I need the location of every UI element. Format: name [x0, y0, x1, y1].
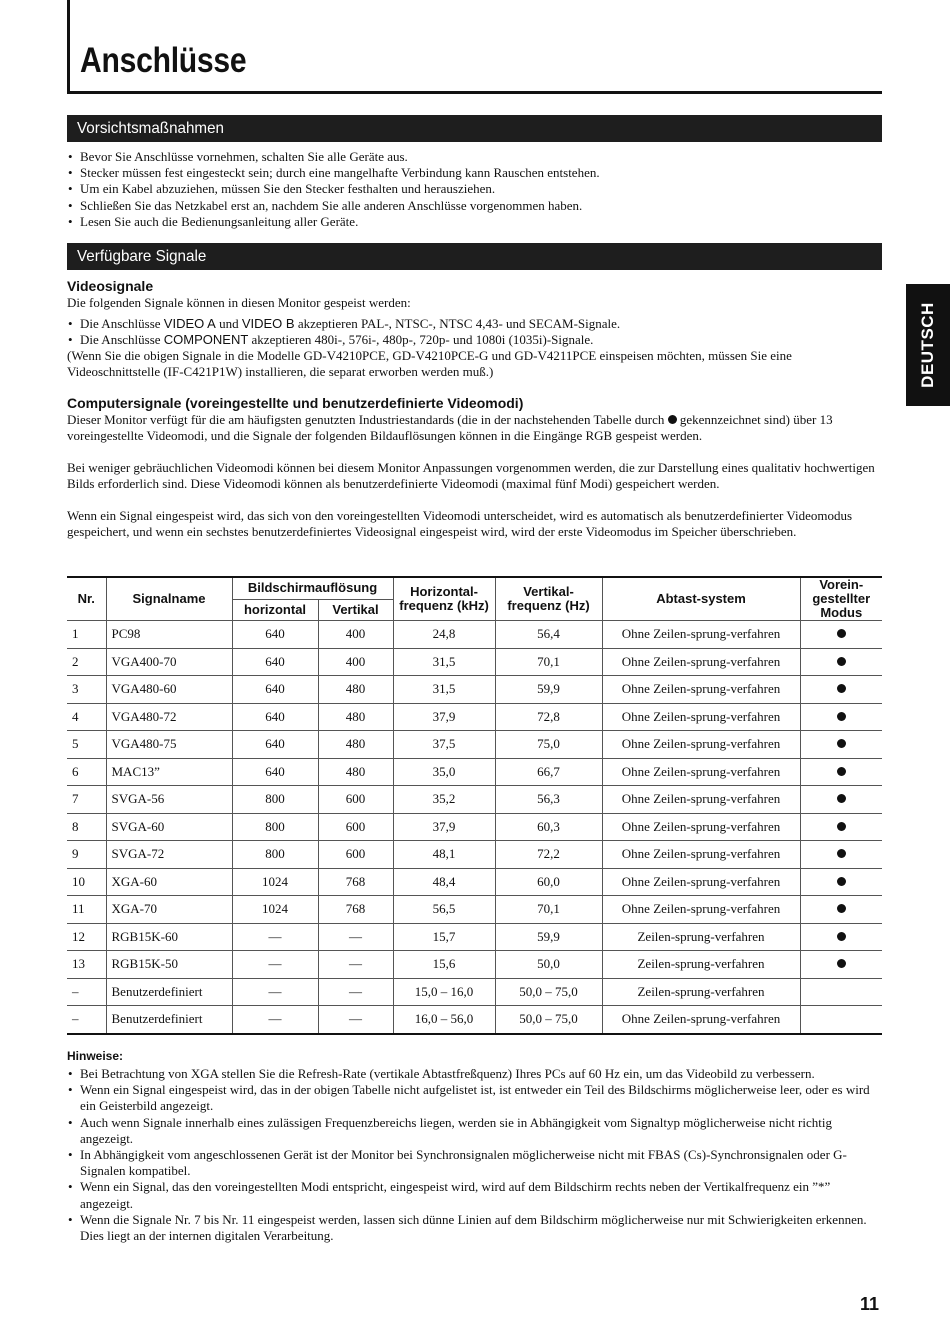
cell-hfreq: 37,5	[393, 731, 495, 759]
cell-vfreq: 70,1	[495, 896, 602, 924]
cell-scan: Ohne Zeilen-sprung-verfahren	[602, 813, 800, 841]
table-row	[67, 786, 882, 814]
cell-preset	[800, 621, 882, 649]
cell-horizontal: 640	[232, 676, 318, 704]
cell-vertical: 480	[318, 676, 393, 704]
cell-horizontal: —	[232, 978, 318, 1006]
cell-vfreq: 56,4	[495, 621, 602, 649]
table-row	[67, 951, 882, 979]
cell-signal-name: PC98	[106, 621, 232, 649]
cell-scan: Ohne Zeilen-sprung-verfahren	[602, 868, 800, 896]
cell-hfreq: 15,0 – 16,0	[393, 978, 495, 1006]
cell-vertical: 768	[318, 868, 393, 896]
cell-vertical: 600	[318, 841, 393, 869]
list-item: • Wenn ein Signal, das den voreingestellten Modi entspricht, eingespeist wird, wird auf dem Bildschirm rechts neben der Vertikalfrequenz ein ”*” angezeigt.	[67, 1179, 882, 1211]
cell-signal-name: SVGA-72	[106, 841, 232, 869]
cell-hfreq: 35,0	[393, 758, 495, 786]
preset-dot-icon	[837, 932, 846, 941]
cell-signal-name: VGA480-75	[106, 731, 232, 759]
cell-vfreq: 66,7	[495, 758, 602, 786]
list-item: • Bevor Sie Anschlüsse vornehmen, schalten Sie alle Geräte aus.	[67, 149, 882, 165]
cell-preset	[800, 951, 882, 979]
cell-signal-name: RGB15K-50	[106, 951, 232, 979]
subheading-video-signals: Videosignale	[67, 278, 154, 294]
precautions-list	[67, 149, 882, 230]
table-row	[67, 813, 882, 841]
cell-hfreq: 16,0 – 56,0	[393, 1006, 495, 1034]
language-tab-label: DEUTSCH	[918, 302, 937, 388]
signal-table	[67, 576, 882, 1035]
cell-scan: Ohne Zeilen-sprung-verfahren	[602, 731, 800, 759]
cell-vfreq: 60,3	[495, 813, 602, 841]
notes-list	[67, 1066, 882, 1244]
cell-scan: Ohne Zeilen-sprung-verfahren	[602, 896, 800, 924]
cell-preset	[800, 896, 882, 924]
cell-hfreq: 31,5	[393, 676, 495, 704]
cell-vertical: 600	[318, 786, 393, 814]
cell-hfreq: 48,4	[393, 868, 495, 896]
computer-para-3: Wenn ein Signal eingespeist wird, das sich von den voreingestellten Videomodi unterscheidet, wird es automatisch als benutzerdefinierter Videomodus gespeichert, und wenn ein sechstes benutzerdefiniertes Videosignal eingespeist wird, wird der erste Videomodus im Speicher überschrieben.	[67, 508, 853, 540]
table-row	[67, 868, 882, 896]
cell-scan: Ohne Zeilen-sprung-verfahren	[602, 703, 800, 731]
preset-dot-icon	[837, 712, 846, 721]
preset-dot-icon	[837, 822, 846, 831]
list-item: • Um ein Kabel abzuziehen, müssen Sie den Stecker festhalten und herausziehen.	[67, 181, 882, 197]
cell-nr: –	[67, 978, 106, 1006]
preset-dot-icon	[837, 684, 846, 693]
cell-preset	[800, 648, 882, 676]
video-list	[67, 316, 882, 348]
cell-horizontal: 640	[232, 648, 318, 676]
cell-scan: Zeilen-sprung-verfahren	[602, 951, 800, 979]
cell-horizontal: 640	[232, 758, 318, 786]
title-frame-underline	[67, 91, 882, 94]
table-row	[67, 978, 882, 1006]
cell-signal-name: RGB15K-60	[106, 923, 232, 951]
list-item: • Stecker müssen fest eingesteckt sein; durch eine mangelhafte Verbindung kann Rauschen entstehen.	[67, 165, 882, 181]
cell-vertical: —	[318, 951, 393, 979]
header-horizontal: horizontal	[232, 599, 318, 621]
preset-dot-icon	[837, 739, 846, 748]
cell-nr: 5	[67, 731, 106, 759]
cell-vfreq: 56,3	[495, 786, 602, 814]
header-nr: Nr.	[67, 577, 106, 621]
cell-vfreq: 50,0 – 75,0	[495, 978, 602, 1006]
cell-hfreq: 31,5	[393, 648, 495, 676]
preset-dot-icon	[837, 794, 846, 803]
cell-hfreq: 48,1	[393, 841, 495, 869]
cell-hfreq: 24,8	[393, 621, 495, 649]
cell-nr: 11	[67, 896, 106, 924]
cell-vfreq: 75,0	[495, 731, 602, 759]
cell-horizontal: 800	[232, 786, 318, 814]
cell-signal-name: VGA480-72	[106, 703, 232, 731]
cell-preset	[800, 758, 882, 786]
cell-signal-name: XGA-70	[106, 896, 232, 924]
table-row	[67, 1006, 882, 1034]
preset-dot-icon	[837, 877, 846, 886]
list-item: • In Abhängigkeit vom angeschlossenen Gerät ist der Monitor bei Synchronsignalen möglicherweise nicht mit FBAS (Cs)-Synchronsignalen oder G-Signalen kompatibel.	[67, 1147, 882, 1179]
cell-signal-name: MAC13”	[106, 758, 232, 786]
cell-vertical: —	[318, 978, 393, 1006]
cell-horizontal: —	[232, 951, 318, 979]
cell-horizontal: 640	[232, 703, 318, 731]
cell-vertical: 480	[318, 731, 393, 759]
cell-hfreq: 37,9	[393, 703, 495, 731]
list-item: • Wenn ein Signal eingespeist wird, das in der obigen Tabelle nicht aufgelistet ist, ist entweder ein Teil des Bildschirms möglicherweise leer, oder es wird ein Geisterbild angezeigt.	[67, 1082, 882, 1114]
cell-vfreq: 72,2	[495, 841, 602, 869]
cell-preset	[800, 813, 882, 841]
cell-nr: 6	[67, 758, 106, 786]
cell-hfreq: 35,2	[393, 786, 495, 814]
cell-vfreq: 72,8	[495, 703, 602, 731]
cell-vertical: 480	[318, 703, 393, 731]
cell-signal-name: Benutzerdefiniert	[106, 1006, 232, 1034]
cell-scan: Ohne Zeilen-sprung-verfahren	[602, 621, 800, 649]
page-title: Anschlüsse	[80, 41, 247, 80]
cell-vertical: 768	[318, 896, 393, 924]
header-vertical: Vertikal	[318, 599, 393, 621]
signal-table-body	[67, 621, 882, 1034]
preset-dot-icon	[837, 904, 846, 913]
cell-vfreq: 70,1	[495, 648, 602, 676]
cell-nr: –	[67, 1006, 106, 1034]
cell-vertical: 400	[318, 648, 393, 676]
notes-heading: Hinweise:	[67, 1049, 124, 1063]
section-heading-precautions: Vorsichtsmaßnahmen	[67, 115, 882, 142]
preset-dot-icon	[837, 959, 846, 968]
title-frame-vertical	[67, 0, 70, 94]
cell-scan: Ohne Zeilen-sprung-verfahren	[602, 841, 800, 869]
cell-preset	[800, 923, 882, 951]
cell-preset	[800, 676, 882, 704]
preset-dot-icon	[668, 415, 677, 424]
cell-horizontal: —	[232, 1006, 318, 1034]
cell-horizontal: 1024	[232, 896, 318, 924]
cell-nr: 9	[67, 841, 106, 869]
cell-nr: 2	[67, 648, 106, 676]
cell-hfreq: 15,7	[393, 923, 495, 951]
header-resolution: Bildschirmauflösung	[232, 577, 393, 599]
cell-vertical: 600	[318, 813, 393, 841]
subheading-computer-signals: Computersignale (voreingestellte und benutzerdefinierte Videomodi)	[67, 395, 524, 411]
table-row	[67, 731, 882, 759]
connector-label: VIDEO B	[241, 316, 295, 331]
cell-signal-name: XGA-60	[106, 868, 232, 896]
video-intro: Die folgenden Signale können in diesen Monitor gespeist werden:	[67, 295, 411, 310]
cell-signal-name: VGA400-70	[106, 648, 232, 676]
cell-nr: 13	[67, 951, 106, 979]
header-signal-name: Signalname	[106, 577, 232, 621]
cell-preset	[800, 731, 882, 759]
list-item: • Auch wenn Signale innerhalb eines zulässigen Frequenzbereichs liegen, werden sie in Abhängigkeit vom Signaltyp möglicherweise nicht richtig angezeigt.	[67, 1115, 882, 1147]
video-note: (Wenn Sie die obigen Signale in die Modelle GD-V4210PCE, GD-V4210PCE-G und GD-V4211PCE einspeisen möchten, müssen Sie eine Videoschnittstelle (IF-C421P1W) installieren, die separat erworben werden muß.)	[67, 348, 792, 380]
preset-dot-icon	[837, 849, 846, 858]
list-item: • Lesen Sie auch die Bedienungsanleitung aller Geräte.	[67, 214, 882, 230]
cell-nr: 12	[67, 923, 106, 951]
cell-horizontal: 640	[232, 731, 318, 759]
table-row	[67, 648, 882, 676]
list-item: • Die Anschlüsse COMPONENT akzeptieren 480i-, 576i-, 480p-, 720p- und 1080i (1035i)-Signale.	[67, 332, 882, 348]
table-row	[67, 841, 882, 869]
table-row	[67, 621, 882, 649]
cell-scan: Ohne Zeilen-sprung-verfahren	[602, 676, 800, 704]
header-preset: Vorein- gestellter Modus	[800, 577, 882, 621]
connector-label: COMPONENT	[163, 332, 249, 348]
cell-vfreq: 59,9	[495, 923, 602, 951]
cell-preset	[800, 978, 882, 1006]
page-number: 11	[860, 1294, 880, 1314]
cell-signal-name: SVGA-56	[106, 786, 232, 814]
cell-vertical: 400	[318, 621, 393, 649]
cell-signal-name: SVGA-60	[106, 813, 232, 841]
cell-signal-name: Benutzerdefiniert	[106, 978, 232, 1006]
header-scan: Abtast-system	[602, 577, 800, 621]
table-row	[67, 703, 882, 731]
cell-vertical: 480	[318, 758, 393, 786]
section-heading-signals: Verfügbare Signale	[67, 243, 882, 270]
cell-nr: 4	[67, 703, 106, 731]
cell-horizontal: 800	[232, 813, 318, 841]
cell-scan: Zeilen-sprung-verfahren	[602, 978, 800, 1006]
cell-horizontal: —	[232, 923, 318, 951]
connector-label: VIDEO A	[163, 316, 216, 331]
list-item: • Wenn die Signale Nr. 7 bis Nr. 11 eingespeist werden, lassen sich dünne Linien auf dem Bildschirm möglicherweise nur mit Schwierigkeiten erkennen. Dies liegt an der internen digitalen Verarbeitung.	[67, 1212, 882, 1244]
cell-preset	[800, 868, 882, 896]
computer-para-2: Bei weniger gebräuchlichen Videomodi können bei diesem Monitor Anpassungen vorgenommen werden, die zur Darstellung eines qualitativ hochwertigen Bilds erforderlich sind. Diese Videomodi können als benutzerdefinierte Videomodi (maximal fünf Modi) gespeichert werden.	[67, 460, 875, 492]
preset-dot-icon	[837, 657, 846, 666]
preset-dot-icon	[837, 767, 846, 776]
cell-scan: Ohne Zeilen-sprung-verfahren	[602, 648, 800, 676]
cell-nr: 1	[67, 621, 106, 649]
cell-scan: Ohne Zeilen-sprung-verfahren	[602, 1006, 800, 1034]
header-hfreq: Horizontal- frequenz (kHz)	[393, 577, 495, 621]
preset-dot-icon	[837, 629, 846, 638]
table-row	[67, 923, 882, 951]
cell-vertical: —	[318, 923, 393, 951]
cell-preset	[800, 841, 882, 869]
language-tab	[906, 284, 950, 406]
cell-nr: 7	[67, 786, 106, 814]
cell-scan: Zeilen-sprung-verfahren	[602, 923, 800, 951]
table-row	[67, 896, 882, 924]
cell-nr: 3	[67, 676, 106, 704]
cell-scan: Ohne Zeilen-sprung-verfahren	[602, 758, 800, 786]
table-row	[67, 676, 882, 704]
cell-hfreq: 56,5	[393, 896, 495, 924]
list-item: • Bei Betrachtung von XGA stellen Sie die Refresh-Rate (vertikale Abtastfreßquenz) Ihres PCs auf 60 Hz ein, um das Videobild zu verbessern.	[67, 1066, 882, 1082]
list-item: • Schließen Sie das Netzkabel erst an, nachdem Sie alle anderen Anschlüsse vorgenommen haben.	[67, 198, 882, 214]
cell-signal-name: VGA480-60	[106, 676, 232, 704]
cell-horizontal: 640	[232, 621, 318, 649]
cell-nr: 10	[67, 868, 106, 896]
cell-vfreq: 50,0	[495, 951, 602, 979]
cell-hfreq: 37,9	[393, 813, 495, 841]
cell-nr: 8	[67, 813, 106, 841]
table-row	[67, 758, 882, 786]
cell-preset	[800, 1006, 882, 1034]
cell-horizontal: 1024	[232, 868, 318, 896]
cell-vfreq: 59,9	[495, 676, 602, 704]
list-item: • Die Anschlüsse VIDEO A und VIDEO B akzeptieren PAL-, NTSC-, NTSC 4,43- und SECAM-Signale.	[67, 316, 882, 332]
cell-preset	[800, 703, 882, 731]
cell-scan: Ohne Zeilen-sprung-verfahren	[602, 786, 800, 814]
cell-vfreq: 60,0	[495, 868, 602, 896]
computer-para-1: Dieser Monitor verfügt für die am häufigsten genutzten Industriestandards (die in der nachstehenden Tabelle durch gekennzeichnet sind) über 13 voreingestellte Videomodi, und die Signale der folgenden Bildauflösungen können in die Eingänge RGB gespeist werden.	[67, 412, 833, 444]
cell-hfreq: 15,6	[393, 951, 495, 979]
cell-horizontal: 800	[232, 841, 318, 869]
header-vfreq: Vertikal- frequenz (Hz)	[495, 577, 602, 621]
cell-vertical: —	[318, 1006, 393, 1034]
cell-vfreq: 50,0 – 75,0	[495, 1006, 602, 1034]
cell-preset	[800, 786, 882, 814]
